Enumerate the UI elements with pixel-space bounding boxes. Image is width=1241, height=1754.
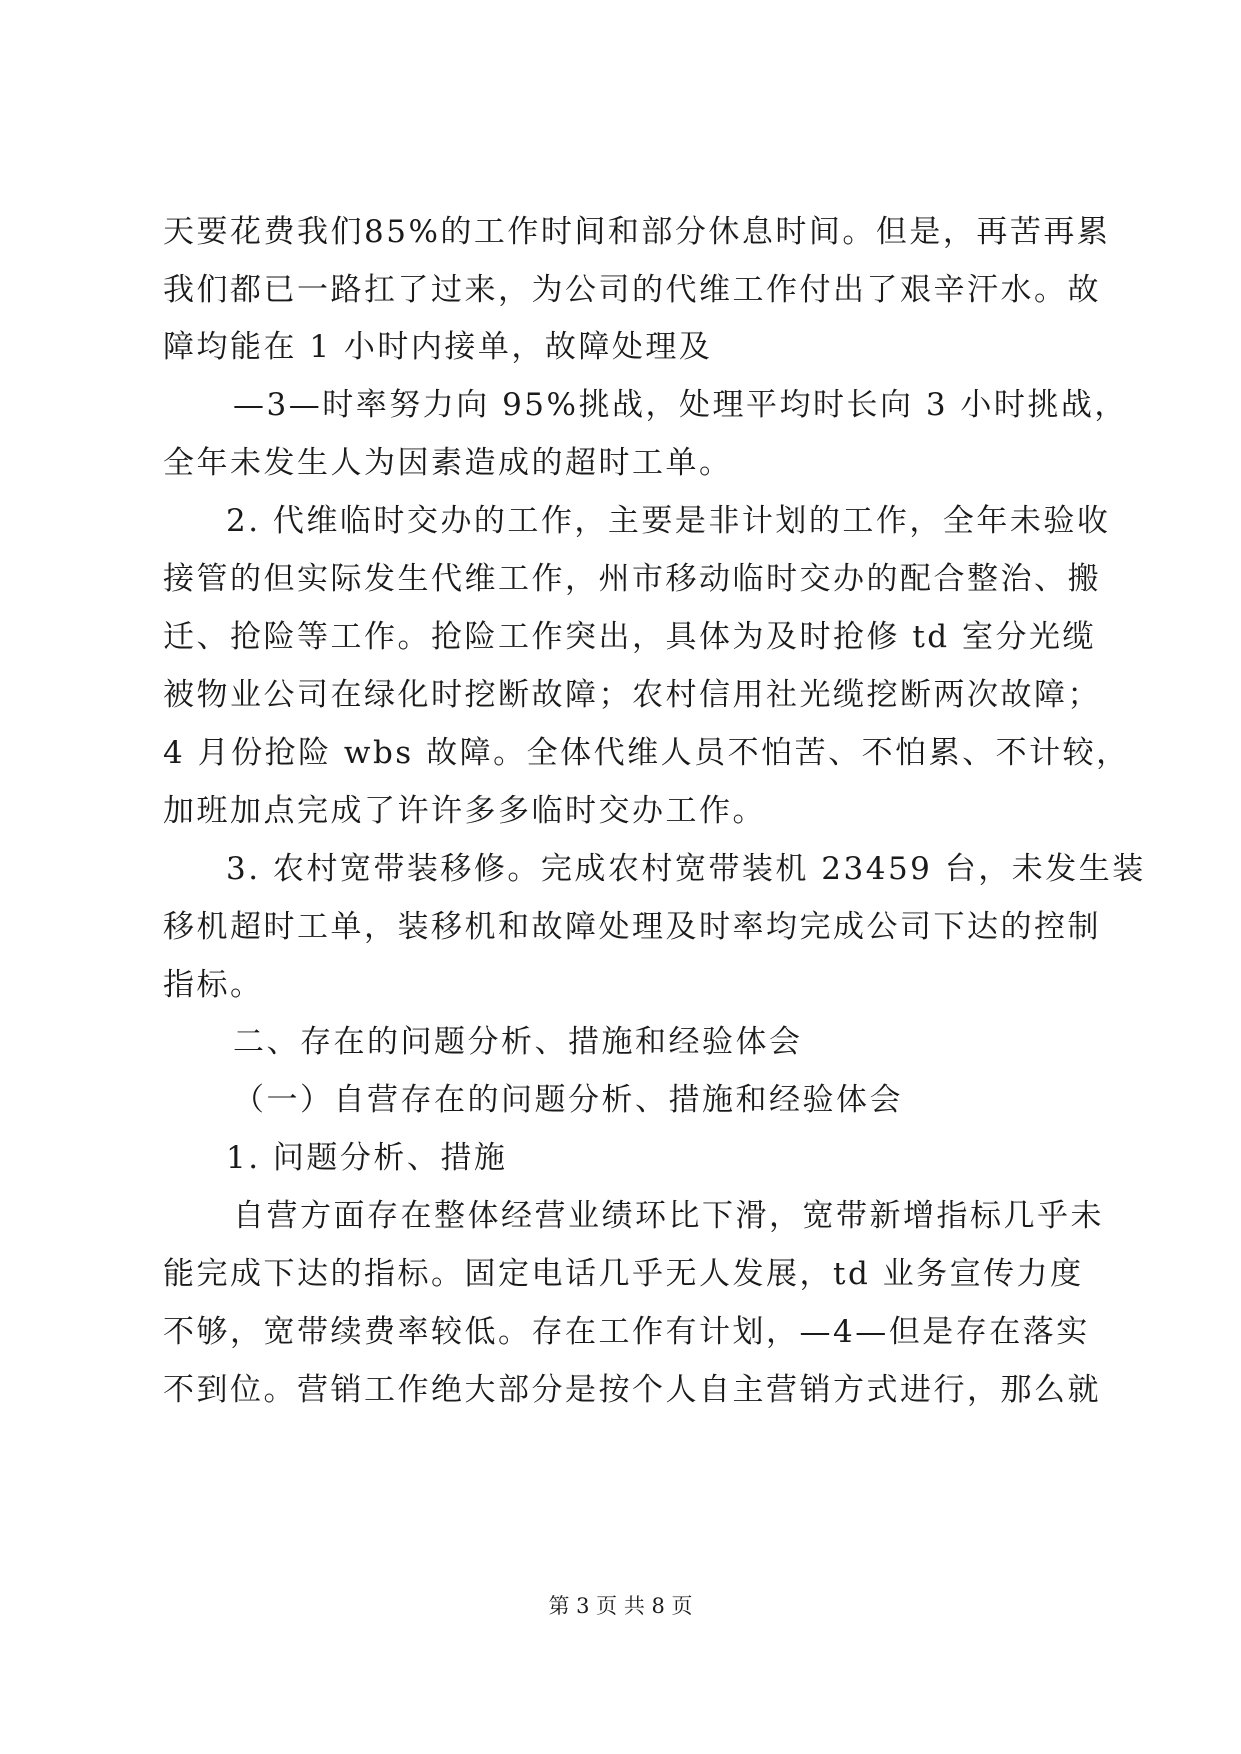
- body-line: 加班加点完成了许许多多临时交办工作。: [163, 793, 766, 829]
- body-line: 不到位。营销工作绝大部分是按个人自主营销方式进行，那么就: [163, 1372, 1101, 1408]
- body-line: 天要花费我们85%的工作时间和部分休息时间。但是，再苦再累: [163, 214, 1111, 250]
- body-line: 不够，宽带续费率较低。存在工作有计划，—4—但是存在落实: [163, 1314, 1090, 1350]
- body-line: 我们都已一路扛了过来，为公司的代维工作付出了艰辛汗水。故: [163, 272, 1101, 308]
- body-line: 迁、抢险等工作。抢险工作突出，具体为及时抢修 td 室分光缆: [163, 619, 1097, 655]
- body-line: —3—时率努力向 95%挑战，处理平均时长向 3 小时挑战，: [233, 387, 1128, 423]
- body-line: 自营方面存在整体经营业绩环比下滑，宽带新增指标几乎未: [233, 1198, 1104, 1234]
- body-line: 4 月份抢险 wbs 故障。全体代维人员不怕苦、不怕累、不计较，: [163, 735, 1130, 771]
- body-line: 移机超时工单，装移机和故障处理及时率均完成公司下达的控制: [163, 909, 1101, 945]
- body-line: 2. 代维临时交办的工作，主要是非计划的工作，全年未验收: [226, 503, 1111, 539]
- body-line: 接管的但实际发生代维工作，州市移动临时交办的配合整治、搬: [163, 561, 1101, 597]
- page-footer: 第 3 页 共 8 页: [548, 1594, 693, 1618]
- body-line: 被物业公司在绿化时挖断故障；农村信用社光缆挖断两次故障；: [163, 677, 1101, 713]
- body-line: 障均能在 1 小时内接单，故障处理及: [163, 329, 713, 365]
- body-line: 3. 农村宽带装移修。完成农村宽带装机 23459 台，未发生装: [226, 851, 1146, 887]
- body-line: 全年未发生人为因素造成的超时工单。: [163, 445, 733, 481]
- body-line: 能完成下达的指标。固定电话几乎无人发展，td 业务宣传力度: [163, 1256, 1084, 1292]
- body-line: 指标。: [163, 967, 264, 1003]
- item-heading: 1. 问题分析、措施: [226, 1140, 508, 1176]
- section-heading: 二、存在的问题分析、措施和经验体会: [233, 1024, 803, 1060]
- subsection-heading: （一）自营存在的问题分析、措施和经验体会: [233, 1082, 903, 1118]
